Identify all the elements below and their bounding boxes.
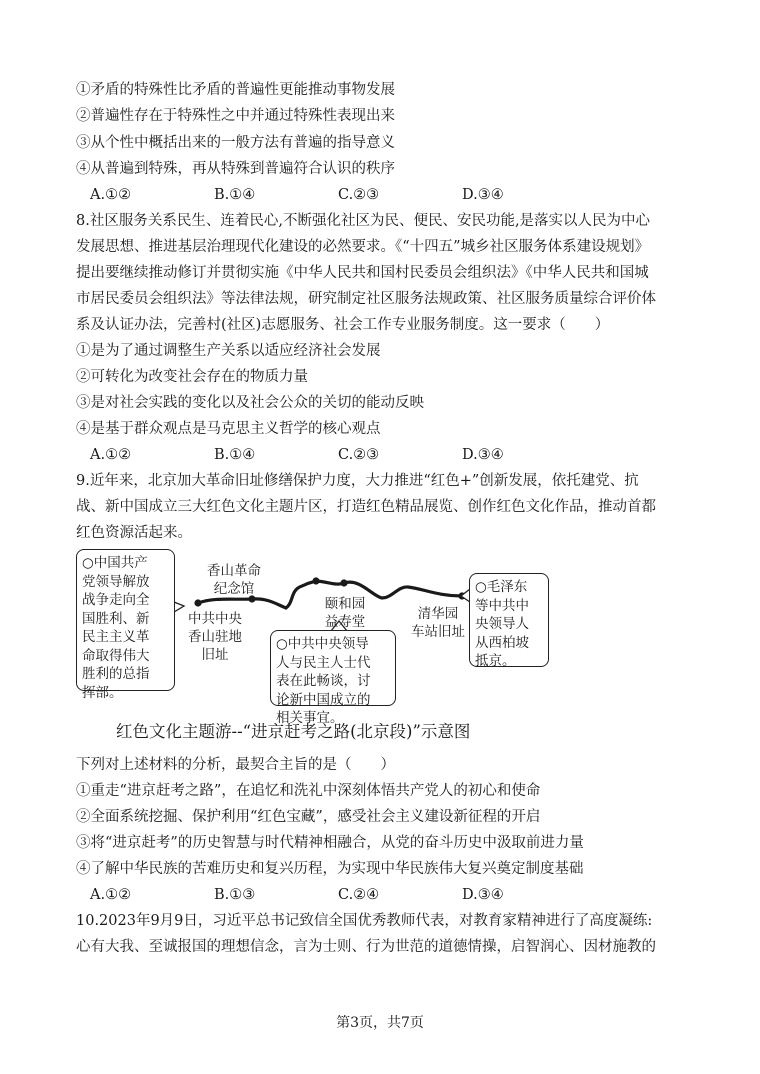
q9-option-b[interactable]: B.①③ [214, 887, 256, 903]
q9-stem-line-2: 战、新中国成立三大红色文化主题片区，打造红色精品展览、创作红色文化作品，推动首都 [76, 499, 656, 515]
q10-stem-line-2: 心有大我、至诚报国的理想信念，言为士则、行为世范的道德情操，启智润心、因材施教的 [76, 939, 656, 955]
route-stop-yiheyuan-1 [312, 577, 319, 584]
q9-statement-3: ③将“进京赶考”的历史智慧与时代精神相融合，从党的奋斗历史中汲取前进力量 [76, 835, 584, 851]
q8-stem-line-5: 系及认证办法，完善村(社区)志愿服务、社会工作专业服务制度。这一要求（ ） [76, 317, 610, 333]
q8-stem-line-3: 提出要继续推动修订并贯彻实施《中华人民共和国村民委员会组织法》《中华人民共和国城 [76, 265, 649, 281]
route-stop-yiheyuan-2 [340, 579, 347, 586]
q9-option-d[interactable]: D.③④ [462, 887, 504, 903]
q7-statement-1: ①矛盾的特殊性比矛盾的普遍性更能推动事物发展 [76, 82, 395, 98]
q9-stem-line-1: 9.近年来，北京加大革命旧址修缮保护力度，大力推进“红色+”创新发展，依托建党、抗 [76, 473, 639, 489]
q8-stem-line-2: 发展思想、推进基层治理现代化建设的必然要求。《“十四五”城乡社区服务体系建设规划》 [76, 239, 650, 255]
q7-statement-2: ②普遍性存在于特殊性之中并通过特殊性表现出来 [76, 108, 395, 124]
q8-statement-1: ①是为了通过调整生产关系以适应经济社会发展 [76, 343, 381, 359]
q9-statement-2: ②全面系统挖掘、保护利用“红色宝藏”，感受社会主义建设新征程的开启 [76, 809, 541, 825]
q7-option-c[interactable]: C.②③ [338, 187, 380, 203]
q7-statement-3: ③从个性中概括出来的一般方法有普遍的指导意义 [76, 135, 395, 151]
q7-option-a[interactable]: A.①② [90, 187, 132, 203]
q9-statement-1: ①重走“进京赶考之路”，在追忆和洗礼中深刻体悟共产党人的初心和使命 [76, 783, 541, 799]
callout-box-right: ○毛泽东 等中共中 央领导人 从西柏坡 抵京。 [469, 573, 549, 667]
q8-option-a[interactable]: A.①② [90, 447, 132, 463]
q8-option-b[interactable]: B.①④ [214, 447, 256, 463]
q8-stem-line-4: 市居民委员会组织法》等法律法规，研究制定社区服务法规政策、社区服务质量综合评价体 [76, 291, 656, 307]
q8-statement-2: ②可转化为改变社会存在的物质力量 [76, 369, 308, 385]
callout-box-left: ○中国共产 党领导解放 战争走向全 国胜利、新 民主主义革 命取得伟大 胜利的总指 挥部。 [76, 549, 175, 691]
q7-option-b[interactable]: B.①④ [214, 187, 256, 203]
q10-stem-line-1: 10.2023年9月9日，习近平总书记致信全国优秀教师代表，对教育家精神进行了高度凝练: [76, 913, 653, 929]
page-footer: 第3页，共7页 [336, 1015, 424, 1031]
q8-option-c[interactable]: C.②③ [338, 447, 380, 463]
q9-options [90, 885, 586, 905]
q8-option-d[interactable]: D.③④ [462, 447, 504, 463]
site-label-yiheyuan: 颐和园 益寿堂 [324, 596, 366, 630]
q7-option-d[interactable]: D.③④ [462, 187, 504, 203]
q9-stem-line-3: 红色资源活起来。 [76, 525, 192, 541]
q9-option-c[interactable]: C.②④ [338, 887, 380, 903]
q8-statement-4: ④是基于群众观点是马克思主义哲学的核心观点 [76, 421, 381, 437]
q8-statement-3: ③是对社会实践的变化以及社会公众的关切的能动反映 [76, 395, 424, 411]
site-label-xiangshan-memorial: 香山革命 纪念馆 [207, 563, 261, 597]
route-stop-hq [194, 599, 201, 606]
callout-box-middle: ○中共中央领导 人与民主人士代 表在此畅谈，讨 论新中国成立的 相关事宜。 [270, 630, 396, 706]
q8-stem-line-1: 8.社区服务关系民生、连着民心,不断强化社区为民、便民、安民功能,是落实以人民为中心 [76, 213, 651, 229]
q9-option-a[interactable]: A.①② [90, 887, 132, 903]
callout-pointer-left [174, 602, 184, 612]
q7-statement-4: ④从普遍到特殊，再从特殊到普遍符合认识的秩序 [76, 161, 395, 177]
site-label-xiangshan-hq: 中共中央 香山驻地 旧址 [188, 611, 242, 663]
diagram-caption: 红色文化主题游--“进京赶考之路(北京段)”示意图 [116, 722, 471, 741]
q9-statement-4: ④了解中华民族的苦难历史和复兴历程，为实现中华民族伟大复兴奠定制度基础 [76, 861, 584, 877]
site-label-qinghua: 清华园 车站旧址 [411, 606, 465, 640]
q9-question: 下列对上述材料的分析，最契合主旨的是（ ） [76, 757, 395, 773]
